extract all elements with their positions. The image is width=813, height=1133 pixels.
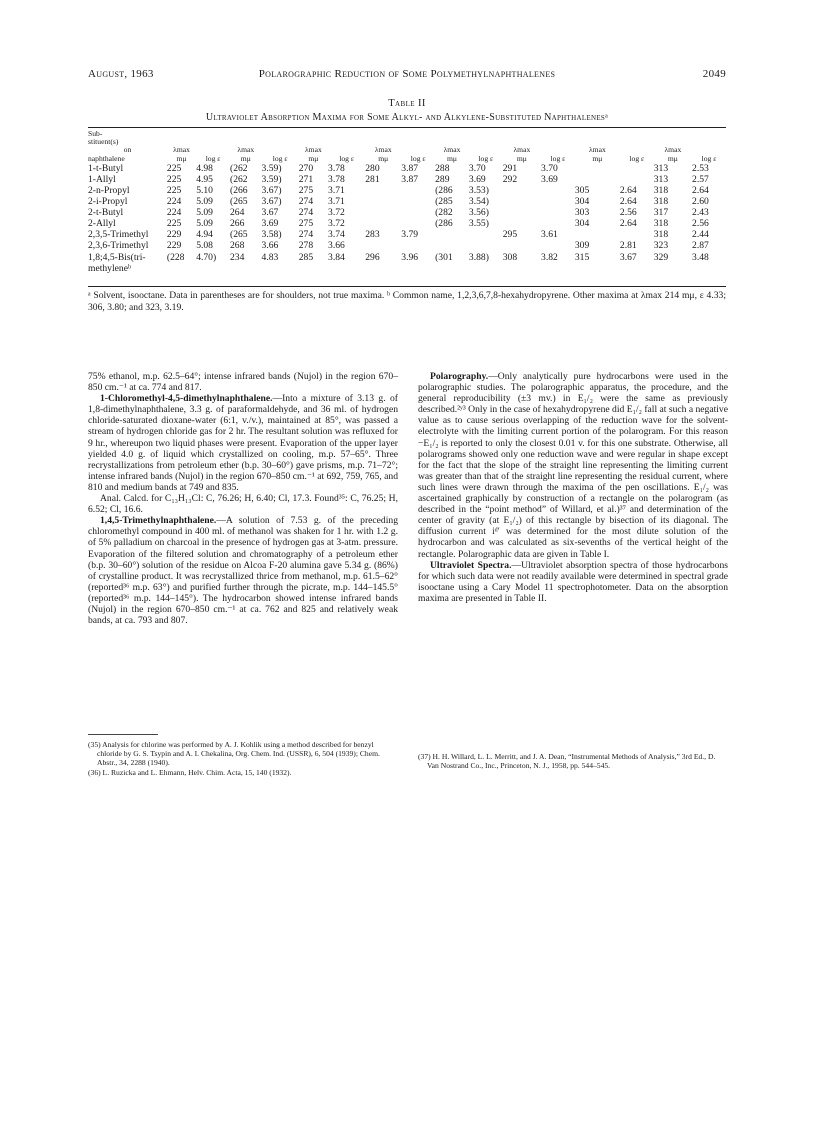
table-cell: [401, 240, 435, 251]
table-row: [88, 174, 726, 185]
table-cell: 3.54): [468, 196, 489, 208]
row-substituent: 1-Allyl: [88, 173, 116, 185]
table-cell: 305: [574, 185, 590, 196]
table-cell: [503, 240, 541, 251]
table-cell: 285: [298, 251, 314, 263]
table-cell: [541, 240, 575, 251]
header-log-epsilon: log ε: [701, 153, 717, 163]
row-substituent: 2-n-Propyl: [88, 185, 130, 196]
reference: (37) H. H. Willard, L. L. Merritt, and J. A. Dean, “Instrumental Methods of Analysis,” 3rd Ed., D. Van Nostrand Co., Inc., Princeton, N. J., 1958, pp. 544–545.: [418, 752, 716, 771]
paragraph: [88, 493, 398, 515]
table-cell: 315: [574, 251, 590, 263]
table-cell: 270: [298, 162, 314, 174]
table-cell: [620, 163, 654, 174]
table-header-lambda: [230, 130, 262, 163]
paragraph: [418, 560, 728, 604]
table-row: [88, 229, 726, 240]
table-cell: 3.59): [261, 162, 282, 174]
table-cell: 3.58): [261, 229, 282, 241]
row-substituent: 1-t-Butyl: [88, 162, 124, 174]
table-cell: 3.66: [261, 240, 279, 252]
table-cell: 3.69: [541, 173, 558, 185]
table-cell: 292: [502, 173, 518, 185]
table-cell: 304: [574, 218, 590, 230]
table-cell: [541, 218, 575, 229]
table-cell: 318: [653, 196, 669, 208]
paragraph-text: —Ultraviolet absorption spectra of those hydrocarbons for which such data were not readily available were determined in spectral grade isooctane using a Cary Model 11 spectrophotometer. Data on the absorption maxima are presented in Table II.: [418, 559, 728, 604]
table-row: [88, 252, 726, 263]
table-header-lambda: [167, 130, 196, 163]
table-cell: 283: [365, 229, 380, 241]
table-cell: 274: [298, 196, 314, 208]
section-heading: 1,4,5-Trimethylnaphthalene.: [100, 515, 217, 527]
table-cell: (266: [230, 185, 248, 196]
page-number: 2049: [702, 68, 726, 80]
paragraph: [88, 393, 398, 493]
table-cell: [365, 185, 401, 196]
table-cell: 5.09: [196, 207, 213, 219]
table-cell: [435, 240, 469, 251]
table-cell: [299, 263, 328, 274]
table-cell: 2.60: [692, 196, 709, 208]
table-cell: 234: [230, 251, 245, 263]
table-cell: 3.67: [261, 207, 279, 219]
table-cell: [401, 218, 435, 229]
table-cell: 3.67): [261, 196, 282, 208]
header-unit: mμ: [592, 153, 603, 163]
table-cell: 225: [166, 173, 182, 185]
table-cell: 4.83: [261, 251, 279, 263]
table-row: [88, 196, 726, 207]
header-lambda-max: λmax: [237, 145, 255, 155]
table-cell: [469, 229, 503, 240]
table-cell: 4.94: [196, 229, 213, 241]
table-cell: 4.95: [196, 173, 213, 185]
table-cell: [435, 263, 469, 274]
table-cell: [503, 263, 541, 274]
table-caption: Ultraviolet Absorption Maxima for Some Alkyl- and Alkylene-Substituted Naphthalenesᵃ: [205, 112, 609, 123]
paragraph-text: 75% ethanol, m.p. 62.5–64°; intense infrared bands (Nujol) in the region 670–850 cm.⁻¹ at ca. 774 and 817.: [88, 371, 398, 394]
table-cell: 275: [298, 185, 314, 196]
table-header-substituent: [88, 130, 167, 163]
paragraph-text: —A solution of 7.53 g. of the preceding chloromethyl compound in 400 ml. of methanol was shaken for 1 hr. with 1.2 g. of 5% palladium on charcoal in the presence of hydrogen gas at 3-atm. pressure. Evaporation of the filtered solution and chromatography of a petroleum ether (b.p. 30–60°) solution of the residue on Alcoa F-20 alumina gave 5.34 g. (86%) of crystalline product. It was recrystallized thrice from methanol, m.p. 61.5–62° (reported³⁶ m.p. 63°) and purified further through the picrate, m.p. 144–145.5° (reported³⁶ m.p. 144–145°). The hydrocarbon showed intense infrared bands (Nujol) in the region 670–850 cm.⁻¹ at ca. 762 and 825 and relatively weak bands, at ca. 793 and 807.: [88, 515, 398, 627]
table-cell: 3.78: [328, 162, 345, 174]
table-cell: (262: [230, 162, 248, 174]
table-cell: 3.74: [328, 229, 345, 241]
table-cell: [167, 263, 196, 274]
table-cell: 2.87: [692, 240, 709, 252]
table-cell: 2.64: [619, 185, 637, 196]
table-header-lambda: [503, 130, 541, 163]
table-cell: [262, 263, 299, 274]
table-cell: 3.71: [328, 185, 345, 196]
table-cell: 291: [502, 162, 518, 174]
header-lambda-max: λmax: [374, 145, 392, 155]
paragraph: [88, 515, 398, 626]
table-cell: 3.78: [328, 173, 345, 185]
table-cell: 3.96: [401, 251, 419, 263]
table-cell: 2.44: [692, 229, 709, 241]
table-cell: 281: [365, 173, 380, 185]
header-unit: mμ: [447, 153, 457, 163]
table-cell: 3.67: [619, 251, 637, 263]
table-cell: [401, 185, 435, 196]
table-cell: 264: [230, 207, 245, 219]
table-cell: 3.48: [692, 251, 709, 263]
reference: (35) Analysis for chlorine was performed by A. J. Kohlik using a method described for benzyl chloride by G. S. Tsypin and A. I. Chekalina, Org. Chem. Ind. (USSR), 6, 504 (1939); Chem. Abstr., 34, 2288 (1940).: [88, 740, 380, 768]
table-row: [88, 185, 726, 196]
header-substituent-line: on: [123, 145, 132, 155]
table-cell: 3.69: [468, 173, 486, 185]
table-cell: 317: [653, 207, 669, 219]
table-cell: [575, 163, 620, 174]
table-cell: 3.87: [401, 173, 419, 185]
table-cell: 5.08: [196, 240, 213, 252]
table-cell: 3.66: [328, 240, 345, 252]
right-column: [418, 371, 728, 604]
table-cell: [620, 229, 654, 240]
table-cell: [365, 263, 401, 274]
table-cell: 2.64: [619, 218, 637, 230]
table-cell: [503, 185, 541, 196]
header-log-epsilon: log ε: [339, 153, 355, 163]
row-substituent: 2,3,5-Trimethyl: [88, 229, 149, 241]
table-row: [88, 263, 726, 274]
table-cell: 295: [502, 229, 518, 241]
table-cell: 288: [435, 162, 450, 174]
paragraph: [88, 371, 398, 393]
header-lambda-max: λmax: [589, 145, 606, 155]
table-cell: 2.64: [692, 185, 709, 196]
table-cell: 268: [230, 240, 245, 252]
table-cell: [620, 263, 654, 274]
table-cell: [503, 196, 541, 207]
table-cell: 2.81: [619, 240, 637, 252]
row-substituent: 2-t-Butyl: [88, 207, 124, 219]
table-cell: 2.43: [692, 207, 709, 219]
header-lambda-max: λmax: [513, 145, 531, 155]
header-unit: mμ: [516, 153, 527, 163]
table-cell: [503, 218, 541, 229]
row-substituent: methyleneᵇ: [88, 262, 131, 274]
table-cell: 3.55): [468, 218, 489, 230]
table-cell: 3.69: [261, 218, 279, 230]
table-cell: [365, 207, 401, 218]
table-cell: 280: [365, 162, 380, 174]
table-header-loge: [196, 130, 230, 163]
table-cell: [654, 263, 692, 274]
table-cell: 318: [653, 185, 669, 196]
table-cell: 3.70: [541, 162, 558, 174]
table-header-loge: [541, 130, 575, 163]
header-unit: mμ: [240, 153, 251, 163]
table-cell: 3.82: [541, 251, 558, 263]
paragraph-text: —Into a mixture of 3.13 g. of 1,8-dimethylnaphthalene, 3.3 g. of paraformaldehyde, and 36 ml. of hydrogen chloride-saturated dioxane-water (6:1, v./v.), maintained at 85°, was passed a stream of hydrogen chloride gas for 2 hr. The resultant solution was refluxed for 9 hr., whereupon two liquid phases were present. Evaporation of the upper layer yielded 4.0 g. of liquid which crystallized on cooling, m.p. 57–65°. Three recrystallizations from petroleum ether (b.p. 30–60°) gave prisms, m.p. 71–72°; intense infrared bands (Nujol) in the region 670–850 cm.⁻¹ at 692, 759, 765, and 810 and medium bands at 749 and 835.: [88, 393, 398, 493]
header-lambda-max: λmax: [173, 145, 190, 155]
table-cell: (301: [435, 251, 453, 263]
table-cell: 5.10: [196, 185, 213, 196]
paragraph: [418, 371, 728, 560]
table-cell: 3.87: [401, 162, 419, 174]
header-unit: mμ: [308, 153, 319, 163]
table-footnote: ᵃ Solvent, isooctane. Data in parentheses are for shoulders, not true maxima. ᵇ Common name, 1,2,3,6,7,8-hexahydropyrene. Other maxima at λmax 214 mμ, ε 4.33; 306, 3.80; and 323, 3.19.: [88, 290, 726, 313]
table-header-lambda: [435, 130, 469, 163]
table-cell: 5.09: [196, 196, 213, 208]
table-cell: [401, 196, 435, 207]
table-header-lambda: [299, 130, 328, 163]
table-cell: 225: [166, 185, 182, 196]
reference: (36) L. Ruzicka and L. Ehmann, Helv. Chim. Acta, 15, 140 (1932).: [88, 767, 292, 777]
table-cell: [541, 263, 575, 274]
header-log-epsilon: log ε: [550, 153, 566, 163]
header-unit: mμ: [176, 153, 187, 163]
table-cell: 3.59): [261, 173, 282, 185]
table-cell: 266: [230, 218, 245, 230]
table-cell: 3.71: [328, 196, 345, 208]
table-cell: (262: [230, 173, 248, 185]
table-row: [88, 163, 726, 174]
table-header-loge: [469, 130, 503, 163]
table-cell: [365, 196, 401, 207]
table-cell: 5.09: [196, 218, 213, 230]
table-bottom-rule: [88, 286, 726, 287]
row-substituent: 1,8;4,5-Bis(tri-: [88, 251, 146, 263]
table-cell: 3.79: [401, 229, 419, 241]
table-cell: (228: [166, 251, 185, 263]
table-cell: [196, 263, 230, 274]
table-cell: 2.56: [619, 207, 637, 219]
table-cell: 3.61: [541, 229, 558, 241]
table-cell: 4.70): [196, 251, 217, 263]
table-cell: 224: [166, 207, 182, 219]
header-lambda-max: λmax: [664, 145, 682, 155]
table-cell: 308: [502, 251, 518, 263]
row-substituent: 2,3,6-Trimethyl: [88, 240, 149, 252]
table-cell: 323: [653, 240, 669, 252]
header-substituent-line: naphthalene: [88, 153, 125, 163]
paragraph-text: Anal. Calcd. for C₁₃H₁₃Cl: C, 76.26; H, 6.40; Cl, 17.3. Found³⁵: C, 76.25; H, 6.52; Cl, 16.6.: [88, 493, 398, 516]
table-cell: 229: [166, 240, 182, 252]
header-lambda-max: λmax: [305, 145, 322, 155]
table-cell: 3.88): [468, 251, 489, 263]
section-heading: Ultraviolet Spectra.: [430, 559, 512, 571]
header-unit: mμ: [378, 153, 389, 163]
table-cell: [469, 240, 503, 251]
table-cell: [365, 240, 401, 251]
table-cell: [541, 185, 575, 196]
table-cell: [401, 263, 435, 274]
table-cell: (286: [435, 218, 453, 230]
table-cell: (265: [230, 229, 248, 241]
header-substituent-line: Sub-: [88, 129, 103, 138]
table-cell: 275: [298, 218, 314, 230]
table-cell: 278: [298, 240, 314, 252]
table-number: Table II: [388, 98, 426, 109]
table-cell: [328, 263, 365, 274]
header-log-epsilon: log ε: [410, 153, 426, 163]
table-cell: 274: [298, 207, 314, 219]
table-cell: 2.57: [692, 173, 709, 185]
table-cell: 3.70: [468, 162, 486, 174]
header-log-epsilon: log ε: [629, 153, 645, 163]
references-left: [88, 740, 398, 777]
table-cell: 229: [166, 229, 182, 241]
running-head-date: August, 1963: [88, 68, 154, 80]
table-cell: [469, 263, 503, 274]
table-cell: 318: [653, 218, 669, 230]
table-header-loge: [328, 130, 365, 163]
table-cell: 304: [574, 196, 590, 208]
table-cell: 289: [435, 173, 450, 185]
table-row: [88, 218, 726, 229]
table-cell: 303: [574, 207, 590, 219]
table-cell: [575, 174, 620, 185]
header-log-epsilon: log ε: [478, 153, 494, 163]
header-unit: mμ: [667, 153, 678, 163]
header-lambda-max: λmax: [443, 145, 461, 155]
table-cell: 271: [298, 173, 314, 185]
table-cell: 329: [653, 251, 669, 263]
table-cell: (265: [230, 196, 248, 208]
table-cell: 274: [298, 229, 314, 241]
table-cell: 2.53: [692, 162, 709, 174]
table-header-loge: [262, 130, 299, 163]
table-cell: (282: [435, 207, 453, 219]
section-heading: Polarography.: [430, 371, 489, 382]
table-header-loge: [692, 130, 726, 163]
table-cell: 3.56): [468, 207, 489, 219]
table-header-lambda: [575, 130, 620, 163]
table-cell: 309: [574, 240, 590, 252]
header-log-epsilon: log ε: [272, 153, 288, 163]
table-cell: [692, 263, 726, 274]
table-row: [88, 240, 726, 251]
table-cell: 3.84: [328, 251, 345, 263]
section-heading: 1-Chloromethyl-4,5-dimethylnaphthalene.: [100, 393, 273, 405]
paragraph-text: —Only analytically pure hydrocarbons were used in the polarographic studies. The polarographic apparatus, the procedure, and the general reproducibility (±3 mv.) in E₁/₂ were the same as previously described.²ʸ³ Only in the case of hexahydropyrene did E₁/₂ fall at such a negative value as to cause serious overlapping of the reduction wave for the solvent-electrolyte with the limiting current portion of the polarogram. For this reason −E₁/₂ is reported to only the closest 0.01 v. for this one substrate. Otherwise, all polarograms showed only one reduction wave and were regular in shape except for the fact that the slope of the straight line representing the limiting current was greater than that of the straight line representing the residual current, where such lines were drawn through the maxima of the pen oscillations. E₁/₂ was ascertained graphically by construction of a rectangle on the polarogram (as described in the “point method” of Willard, et al.)³⁷ and determination of the center of gravity (at E₁/₂) of this rectangle by bisection of its diagonal. The diffusion current iᵈ′ was determined for the most dilute solution of the hydrocarbon and was calculated as six-sevenths of the vertical height of the rectangle. Polarographic data are given in Table I.: [418, 371, 728, 560]
table-cell: 225: [166, 218, 182, 230]
table-row: [88, 207, 726, 218]
table-cell: [575, 229, 620, 240]
table-header-loge: [401, 130, 435, 163]
table-cell: 224: [166, 196, 182, 208]
table-cell: 3.72: [328, 218, 345, 230]
running-head-title: Polarographic Reduction of Some Polymethylnaphthalenes: [258, 68, 556, 80]
row-substituent: 2-i-Propyl: [88, 196, 128, 208]
table-cell: [503, 207, 541, 218]
table-cell: 3.72: [328, 207, 345, 219]
header-log-epsilon: log ε: [205, 153, 221, 163]
table-cell: [541, 196, 575, 207]
table-cell: (286: [435, 185, 453, 196]
table-cell: 2.56: [692, 218, 709, 230]
table-header-lambda: [654, 130, 692, 163]
table-cell: 296: [365, 251, 380, 263]
table-cell: 225: [166, 162, 182, 174]
header-substituent-line: stituent(s): [88, 137, 119, 147]
uv-absorption-table: [88, 130, 726, 274]
footnote-separator: [88, 734, 158, 735]
table-cell: 3.67): [261, 185, 282, 196]
table-cell: [401, 207, 435, 218]
references-right: [418, 752, 728, 770]
table-header-loge: [620, 130, 654, 163]
table-cell: 4.98: [196, 162, 213, 174]
table-cell: 2.64: [619, 196, 637, 208]
table-top-rule: [88, 127, 726, 128]
table-cell: 313: [653, 162, 669, 174]
table-cell: 318: [653, 229, 669, 241]
table-header-lambda: [365, 130, 401, 163]
table-cell: [365, 218, 401, 229]
table-cell: [620, 174, 654, 185]
table-cell: (285: [435, 196, 453, 208]
table-cell: [575, 263, 620, 274]
left-column: [88, 371, 398, 626]
table-cell: [435, 229, 469, 240]
row-substituent: 2-Allyl: [88, 218, 116, 230]
table-cell: [230, 263, 262, 274]
table-cell: 3.53): [468, 185, 489, 196]
table-cell: 313: [653, 173, 669, 185]
table-cell: [541, 207, 575, 218]
